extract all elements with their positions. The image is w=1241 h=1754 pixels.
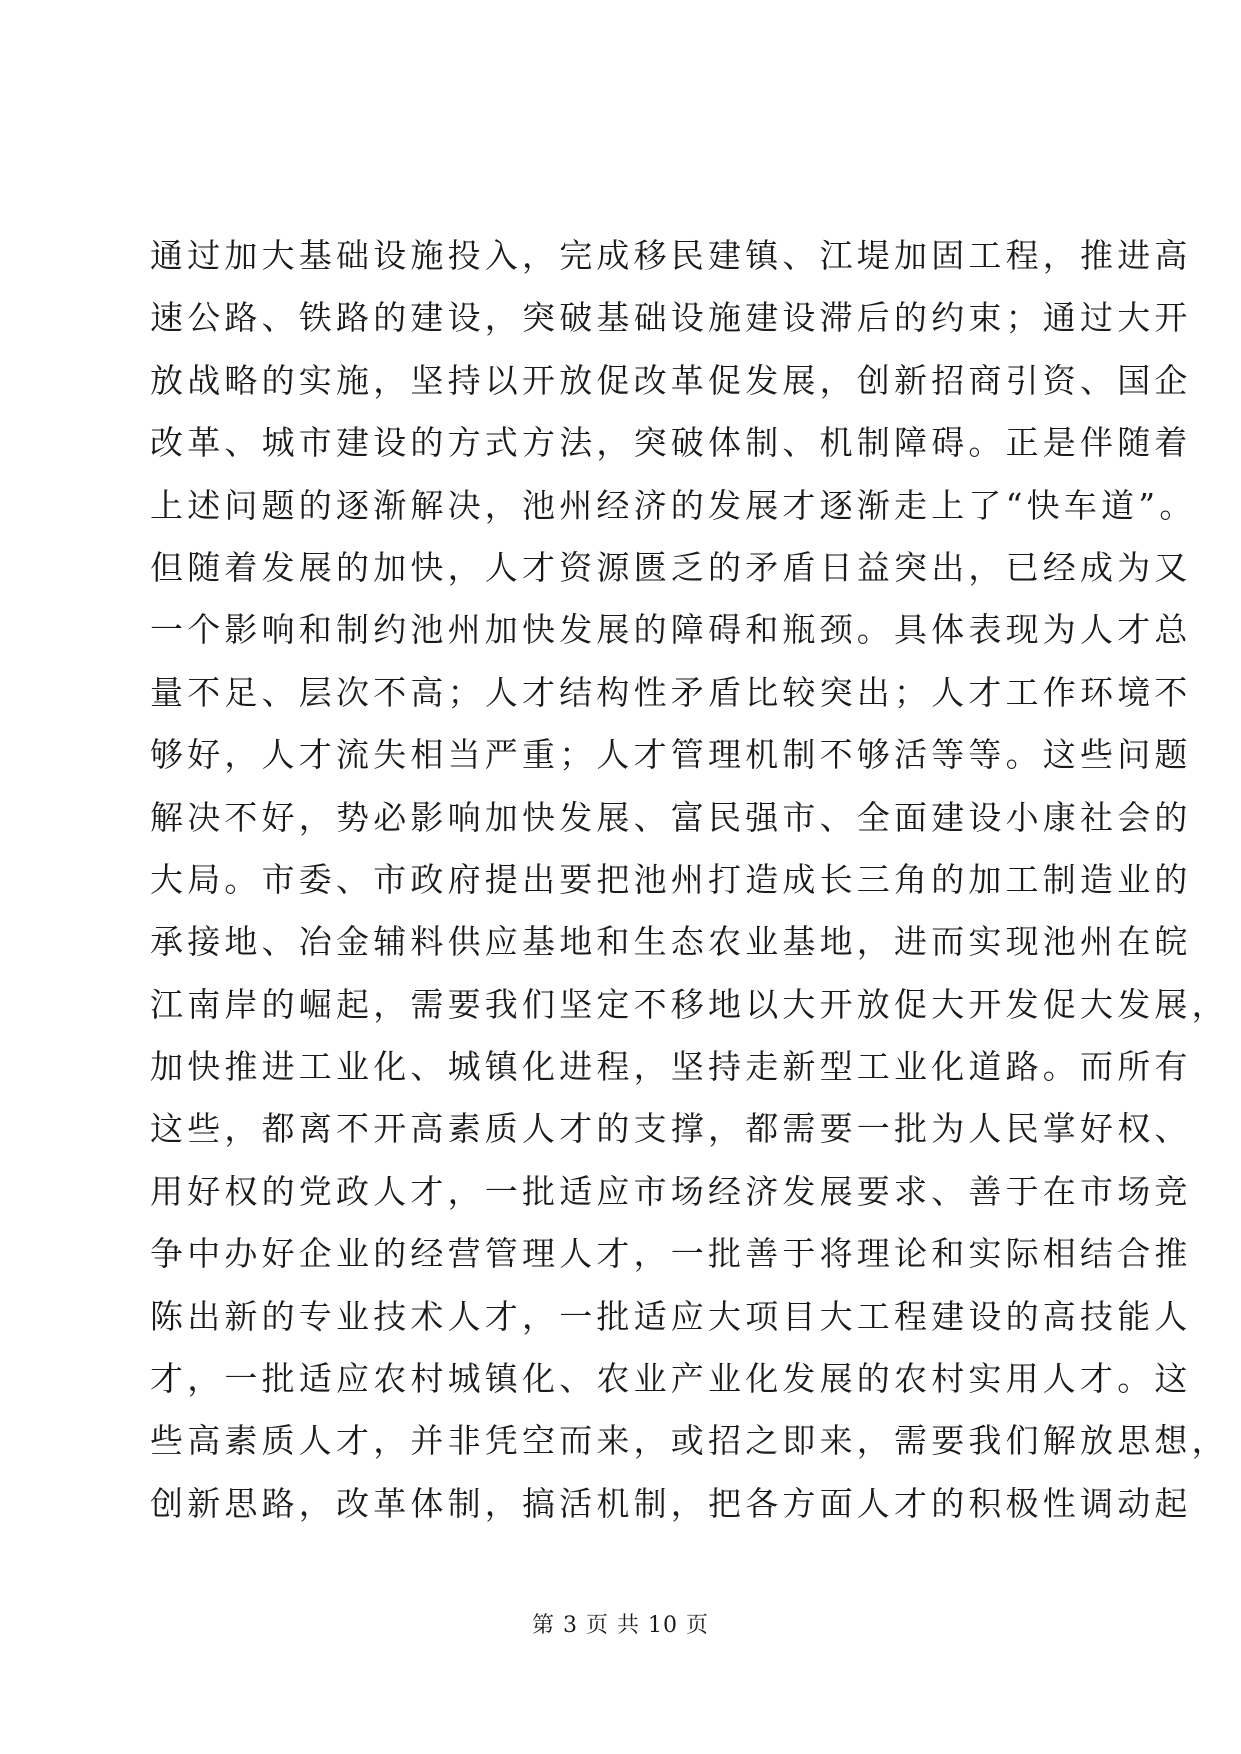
text-line: 一个影响和制约池州加快发展的障碍和瓶颈。具体表现为人才总: [150, 610, 1192, 650]
text-line: 陈出新的专业技术人才，一批适应大项目大工程建设的高技能人: [150, 1296, 1192, 1336]
text-line: 争中办好企业的经营管理人才，一批善于将理论和实际相结合推: [150, 1234, 1192, 1274]
text-line: 才，一批适应农村城镇化、农业产业化发展的农村实用人才。这: [150, 1359, 1192, 1399]
text-line: 用好权的党政人才，一批适应市场经济发展要求、善于在市场竞: [150, 1171, 1192, 1211]
page-number-footer: 第 3 页 共 10 页: [532, 1613, 709, 1638]
text-line: 些高素质人才，并非凭空而来，或招之即来，需要我们解放思想，: [150, 1421, 1229, 1461]
text-line: 加快推进工业化、城镇化进程，坚持走新型工业化道路。而所有: [150, 1047, 1192, 1087]
text-line: 大局。市委、市政府提出要把池州打造成长三角的加工制造业的: [150, 859, 1192, 899]
text-line: 够好，人才流失相当严重；人才管理机制不够活等等。这些问题: [150, 735, 1192, 775]
text-line: 速公路、铁路的建设，突破基础设施建设滞后的约束；通过大开: [150, 298, 1192, 338]
text-line: 放战略的实施，坚持以开放促改革促发展，创新招商引资、国企: [150, 360, 1192, 400]
text-line: 承接地、冶金辅料供应基地和生态农业基地，进而实现池州在皖: [150, 922, 1192, 962]
text-line: 创新思路，改革体制，搞活机制，把各方面人才的积极性调动起: [150, 1483, 1192, 1523]
body-text: [150, 225, 1229, 1535]
text-line: 通过加大基础设施投入，完成移民建镇、江堤加固工程，推进高: [150, 236, 1192, 275]
text-line: 但随着发展的加快，人才资源匮乏的矛盾日益突出，已经成为又: [150, 547, 1192, 587]
text-line: 江南岸的崛起，需要我们坚定不移地以大开放促大开发促大发展，: [150, 984, 1229, 1024]
text-line: 量不足、层次不高；人才结构性矛盾比较突出；人才工作环境不: [150, 672, 1192, 712]
text-line: 改革、城市建设的方式方法，突破体制、机制障碍。正是伴随着: [150, 423, 1192, 463]
text-line: 这些，都离不开高素质人才的支撑，都需要一批为人民掌好权、: [150, 1109, 1192, 1149]
text-line: 解决不好，势必影响加快发展、富民强市、全面建设小康社会的: [150, 797, 1192, 837]
text-line: 上述问题的逐渐解决，池州经济的发展才逐渐走上了“快车道”。: [150, 485, 1197, 525]
